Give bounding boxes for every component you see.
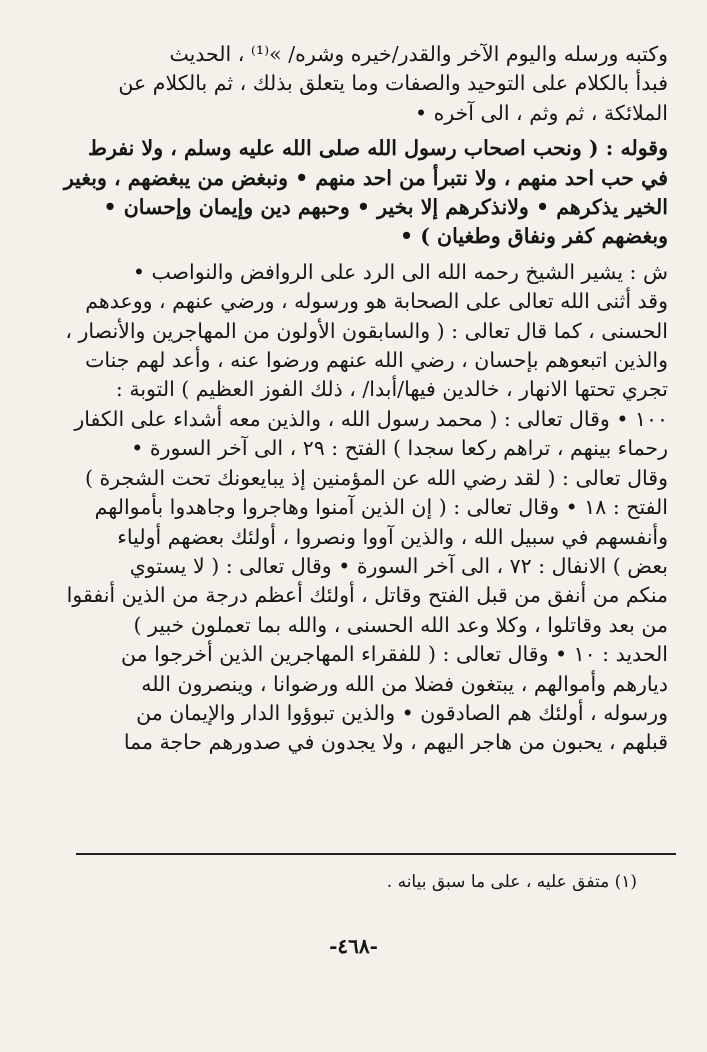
text-line: وكتبه ورسله واليوم الآخر والقدر/خيره وشره/ »⁽¹⁾ ، الحديث [169,42,668,66]
text-line: الملائكة ، ثم وثم ، الى آخره • [414,100,668,125]
page-number: -٤٦٨- [329,934,378,958]
text-line: ديارهم وأموالهم ، يبتغون فضلا من الله ورضوانا ، وينصرون الله [141,671,668,696]
text-line: تجري تحتها الانهار ، خالدين فيها/أبدا/ ، ذلك الفوز العظيم ) التوبة : [115,377,668,402]
text-line: ورسوله ، أولئك هم الصادقون • والذين تبوؤوا الدار والإيمان من [136,700,668,725]
text-line: والذين اتبعوهم بإحسان ، رضي الله عنهم ورضوا عنه ، وأعد لهم جنات [85,348,668,373]
paragraph-sharh [36,258,668,758]
text-line: الحديد : ١٠ • وقال تعالى : ( للفقراء المهاجرين الذين أخرجوا من [121,642,668,667]
paragraph-normal [36,40,668,128]
text-line: بعض ) الانفال : ٧٢ ، الى آخر السورة • وقال تعالى : ( لا يستوي [129,553,668,578]
text-line: وقال تعالى : ( لقد رضي الله عن المؤمنين إذ يبايعونك تحت الشجرة ) [84,465,668,490]
footnote: (١) متفق عليه ، على ما سبق بيانه . [386,872,637,892]
text-line: وقد أثنى الله تعالى على الصحابة هو ورسوله ، ورضي عنهم ، ووعدهم [85,289,668,314]
text-line: رحماء بينهم ، تراهم ركعا سجدا ) الفتح : ٢٩ ، الى آخر السورة • [131,436,668,461]
text-line: وقوله : ( ونحب اصحاب رسول الله صلى الله عليه وسلم ، ولا نفرط [88,136,668,161]
text-line: وأنفسهم في سبيل الله ، والذين آووا ونصروا ، أولئك بعضهم أولياء [117,524,668,549]
text-line: الخير يذكرهم • ولانذكرهم إلا بخير • وحبهم دين وإيمان وإحسان • [103,195,668,220]
text-line: قبلهم ، يحبون من هاجر اليهم ، ولا يجدون في صدورهم حاجة مما [123,730,668,755]
text-line: فبدأ بالكلام على التوحيد والصفات وما يتعلق بذلك ، ثم بالكلام عن [118,71,668,96]
text-line: وبغضهم كفر ونفاق وطغيان ) • [399,224,668,249]
text-line: في حب احد منهم ، ولا نتبرأ من احد منهم • ونبغض من يبغضهم ، وبغير [63,165,668,190]
text-line: منكم من أنفق من قبل الفتح وقاتل ، أولئك أعظم درجة من الذين أنفقوا [66,583,668,608]
page-body [36,40,668,758]
paragraph-bold [36,134,668,252]
footnote-separator [76,853,676,855]
text-line: الفتح : ١٨ • وقال تعالى : ( إن الذين آمنوا وهاجروا وجاهدوا بأموالهم [94,495,668,520]
text-line: من بعد وقاتلوا ، وكلا وعد الله الحسنى ، والله بما تعملون خبير ) [133,612,668,637]
text-line: ١٠٠ • وقال تعالى : ( محمد رسول الله ، والذين معه أشداء على الكفار [74,406,668,431]
text-line: الحسنى ، كما قال تعالى : ( والسابقون الأولون من المهاجرين والأنصار ، [65,318,668,343]
text-line: ش : يشير الشيخ رحمه الله الى الرد على الروافض والنواصب • [132,259,668,284]
